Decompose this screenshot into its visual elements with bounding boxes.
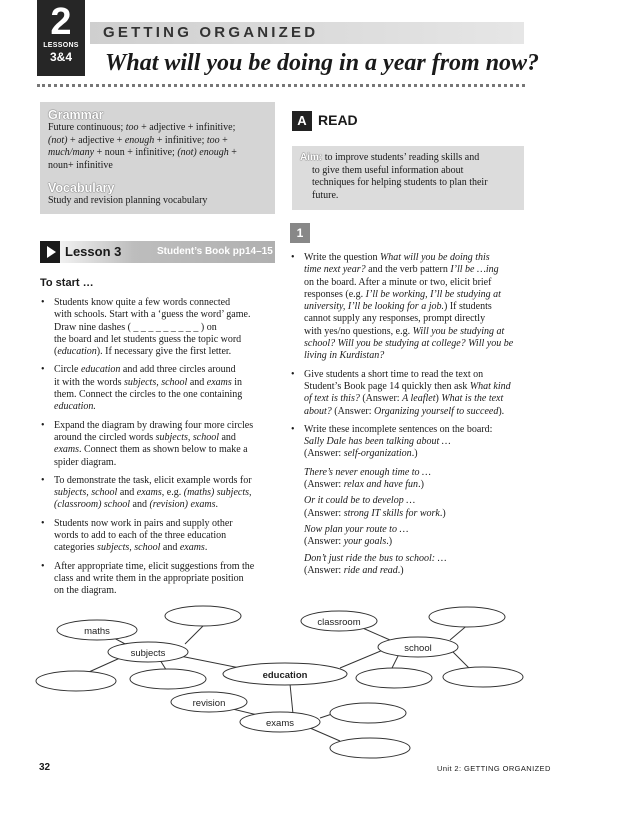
list-item: • Students know quite a few words connected with schools. Start with a ‘guess the word’ game. Draw nine dashes ( _ _ _ _ _ _ _ _ _ ) on the board and let students guess the topic word (education). If necessary give the first letter. <box>40 297 280 358</box>
aim-label: Aim: <box>300 152 323 163</box>
section-title: GETTING ORGANIZED <box>103 24 319 41</box>
list-item: • Students now work in pairs and supply other words to add to each of the three education categories subjects, school and exams. <box>40 518 280 555</box>
example-item: There’s never enough time to … (Answer: relax and have fun.) <box>304 466 431 491</box>
node-blank <box>36 671 116 691</box>
example-item: Now plan your route to … (Answer: your goals.) <box>304 523 409 548</box>
students-book-pages: Student’s Book pp14–15 <box>157 246 273 257</box>
node-blank <box>130 669 206 689</box>
grammar-heading: Grammar <box>48 108 104 122</box>
list-item: • Give students a short time to read the text on Student’s Book page 14 quickly then ask What kind of text is this? (Answer: A leaflet) What is the text about? (Answer: Organizing yourself to succeed). <box>290 369 530 418</box>
node-label-exams: exams <box>266 718 294 729</box>
page-number: 32 <box>39 762 51 773</box>
page-title: What will you be doing in a year from now? <box>105 50 540 76</box>
list-item: • After appropriate time, elicit suggestions from the class and write them in the appropriate position on the diagram. <box>40 561 280 598</box>
node-label-subjects: subjects <box>130 648 166 659</box>
aim-box: Aim: to improve students’ reading skills and to give them useful information about techniques for helping students to plan their future. <box>292 146 524 210</box>
node-blank <box>429 607 505 627</box>
example-item: Don’t just ride the bus to school: … (Answer: ride and read.) <box>304 552 447 576</box>
node-label-education: education <box>262 670 308 681</box>
list-item: • Write these incomplete sentences on the board: Sally Dale has been talking about … (Answer: self-organization.) There’s never enough time to … (Answer: relax and have fun.) Or it could be to develop … (Answer: strong IT skills for work.) Now plan your route to … (Answer: your goals.) Don’t just ride the bus to school: … (Answer: ride and read.) <box>290 424 530 577</box>
grammar-text: Future continuous; too + adjective + infinitive; (not) + adjective + enough + infinitive; too + much/many + noun + infinitive; (not) enough + noun+ infinitive <box>48 122 237 171</box>
lesson-label: Lesson 3 <box>65 244 122 259</box>
example-item: Or it could be to develop … (Answer: strong IT skills for work.) <box>304 495 446 519</box>
lessons-label: LESSONS <box>43 42 79 49</box>
node-blank <box>330 738 410 758</box>
unit-reference: Unit 2: GETTING ORGANIZED <box>437 764 551 773</box>
node-blank <box>330 703 406 723</box>
unit-number: 2 <box>50 1 72 43</box>
node-label-revision: revision <box>192 698 226 709</box>
node-label-classroom: classroom <box>317 617 361 628</box>
section-a-badge: A <box>292 111 312 131</box>
vocabulary-heading: Vocabulary <box>48 181 115 195</box>
lessons-numbers: 3&4 <box>49 50 72 64</box>
list-item: • Expand the diagram by drawing four more circles around the circled words subjects, school and exams. Connect them as shown below to make a spider diagram. <box>40 420 280 469</box>
vocabulary-text: Study and revision planning vocabulary <box>48 195 208 206</box>
list-item: • Write the question What will you be doing this time next year? and the verb pattern I’ll be …ing on the board. After a minute or two, elicit brief responses (e.g. I’ll be working, I’ll be studying at university, I’ll be looking for a job.) If students cannot supply any responses, prompt directly with yes/no questions, e.g. Will you be studying at school? Will you be studying at college? Will you be living in Kurdistan? <box>290 252 530 363</box>
node-blank <box>165 606 241 626</box>
list-item: • Circle education and add three circles around it with the words subjects, school and exams in them. Connect the circles to the one containing education. <box>40 364 280 413</box>
step-1-badge: 1 <box>290 223 310 243</box>
read-heading: READ <box>318 112 358 128</box>
node-blank <box>356 668 432 688</box>
to-start-heading: To start … <box>40 277 94 289</box>
node-label-maths: maths <box>84 626 110 637</box>
list-item: • To demonstrate the task, elicit example words for subjects, school and exams, e.g. (maths) subjects, (classroom) school and (revision) exams. <box>40 475 280 512</box>
node-blank <box>443 667 523 687</box>
node-label-school: school <box>404 643 432 654</box>
